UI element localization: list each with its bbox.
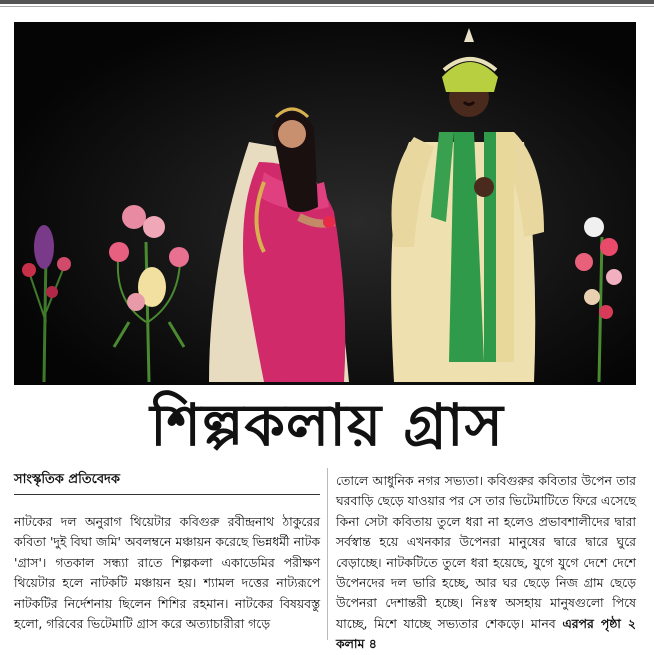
column-divider bbox=[327, 468, 328, 640]
byline-rule bbox=[14, 494, 320, 495]
article-column-2 bbox=[336, 471, 636, 655]
headline: শিল্পকলায় গ্রাস bbox=[150, 391, 504, 459]
continued-on-label: এরপর পৃষ্ঠা ২ কলাম ৪ bbox=[336, 615, 636, 652]
byline: সাংস্কৃতিক প্রতিবেদক bbox=[14, 472, 120, 487]
top-rule bbox=[0, 0, 654, 4]
top-rule-thin bbox=[0, 6, 654, 7]
article-column-1: নাটকের দল অনুরাগ থিয়েটার কবিগুরু রবীন্দ্রনাথ ঠাকুরের কবিতা 'দুই বিঘা জমি' অবলম্বনে মঞ্চায়ন করেছে ভিন্নধর্মী নাটক 'গ্রাস'। গতকাল সন্ধ্যা রাতে শিল্পকলা একাডেমির পরীক্ষণ থিয়েটার হলে নাটকটি মঞ্চায়ন হয়। শ্যামল দত্তের নাট্যরূপে নাটকটির নির্দেশনায় ছিলেন শিশির রহমান। নাটকের বিষয়বস্তু হলো, গরিবের ভিটেমাটি গ্রাস করে অত্যাচারীরা গড়ে bbox=[14, 514, 320, 632]
photo-illustration bbox=[14, 22, 636, 385]
stage-performance-photo bbox=[14, 22, 636, 385]
article-column-2-text: তোলে আধুনিক নগর সভ্যতা। কবিগুরুর কবিতার উপেন তার ঘরবাড়ি ছেড়ে যাওয়ার পর সে তার ভিটেমাটিতে ফিরে এসেছে কিনা সেটা কবিতায় তুলে ধরা না হলেও প্রভাবশালীদের দ্বারা সর্বস্বান্ত হয়ে এখনকার উপেনরা মানুষের দ্বারে দ্বারে ঘুরে বেড়াচ্ছে। নাটকটিতে তুলে ধরা হয়েছে, যুগে যুগে দেশে দেশে উপেনদের দল ভারি হচ্ছে, আর ঘর ছেড়ে নিজ গ্রাম ছেড়ে উপেনরা দেশান্তরী হচ্ছে। নিঃস্ব অসহায় মানুষগুলো পিষে যাচ্ছে, মিশে যাচ্ছে সভ্যতার শেকড়ে। মানব bbox=[336, 473, 636, 631]
